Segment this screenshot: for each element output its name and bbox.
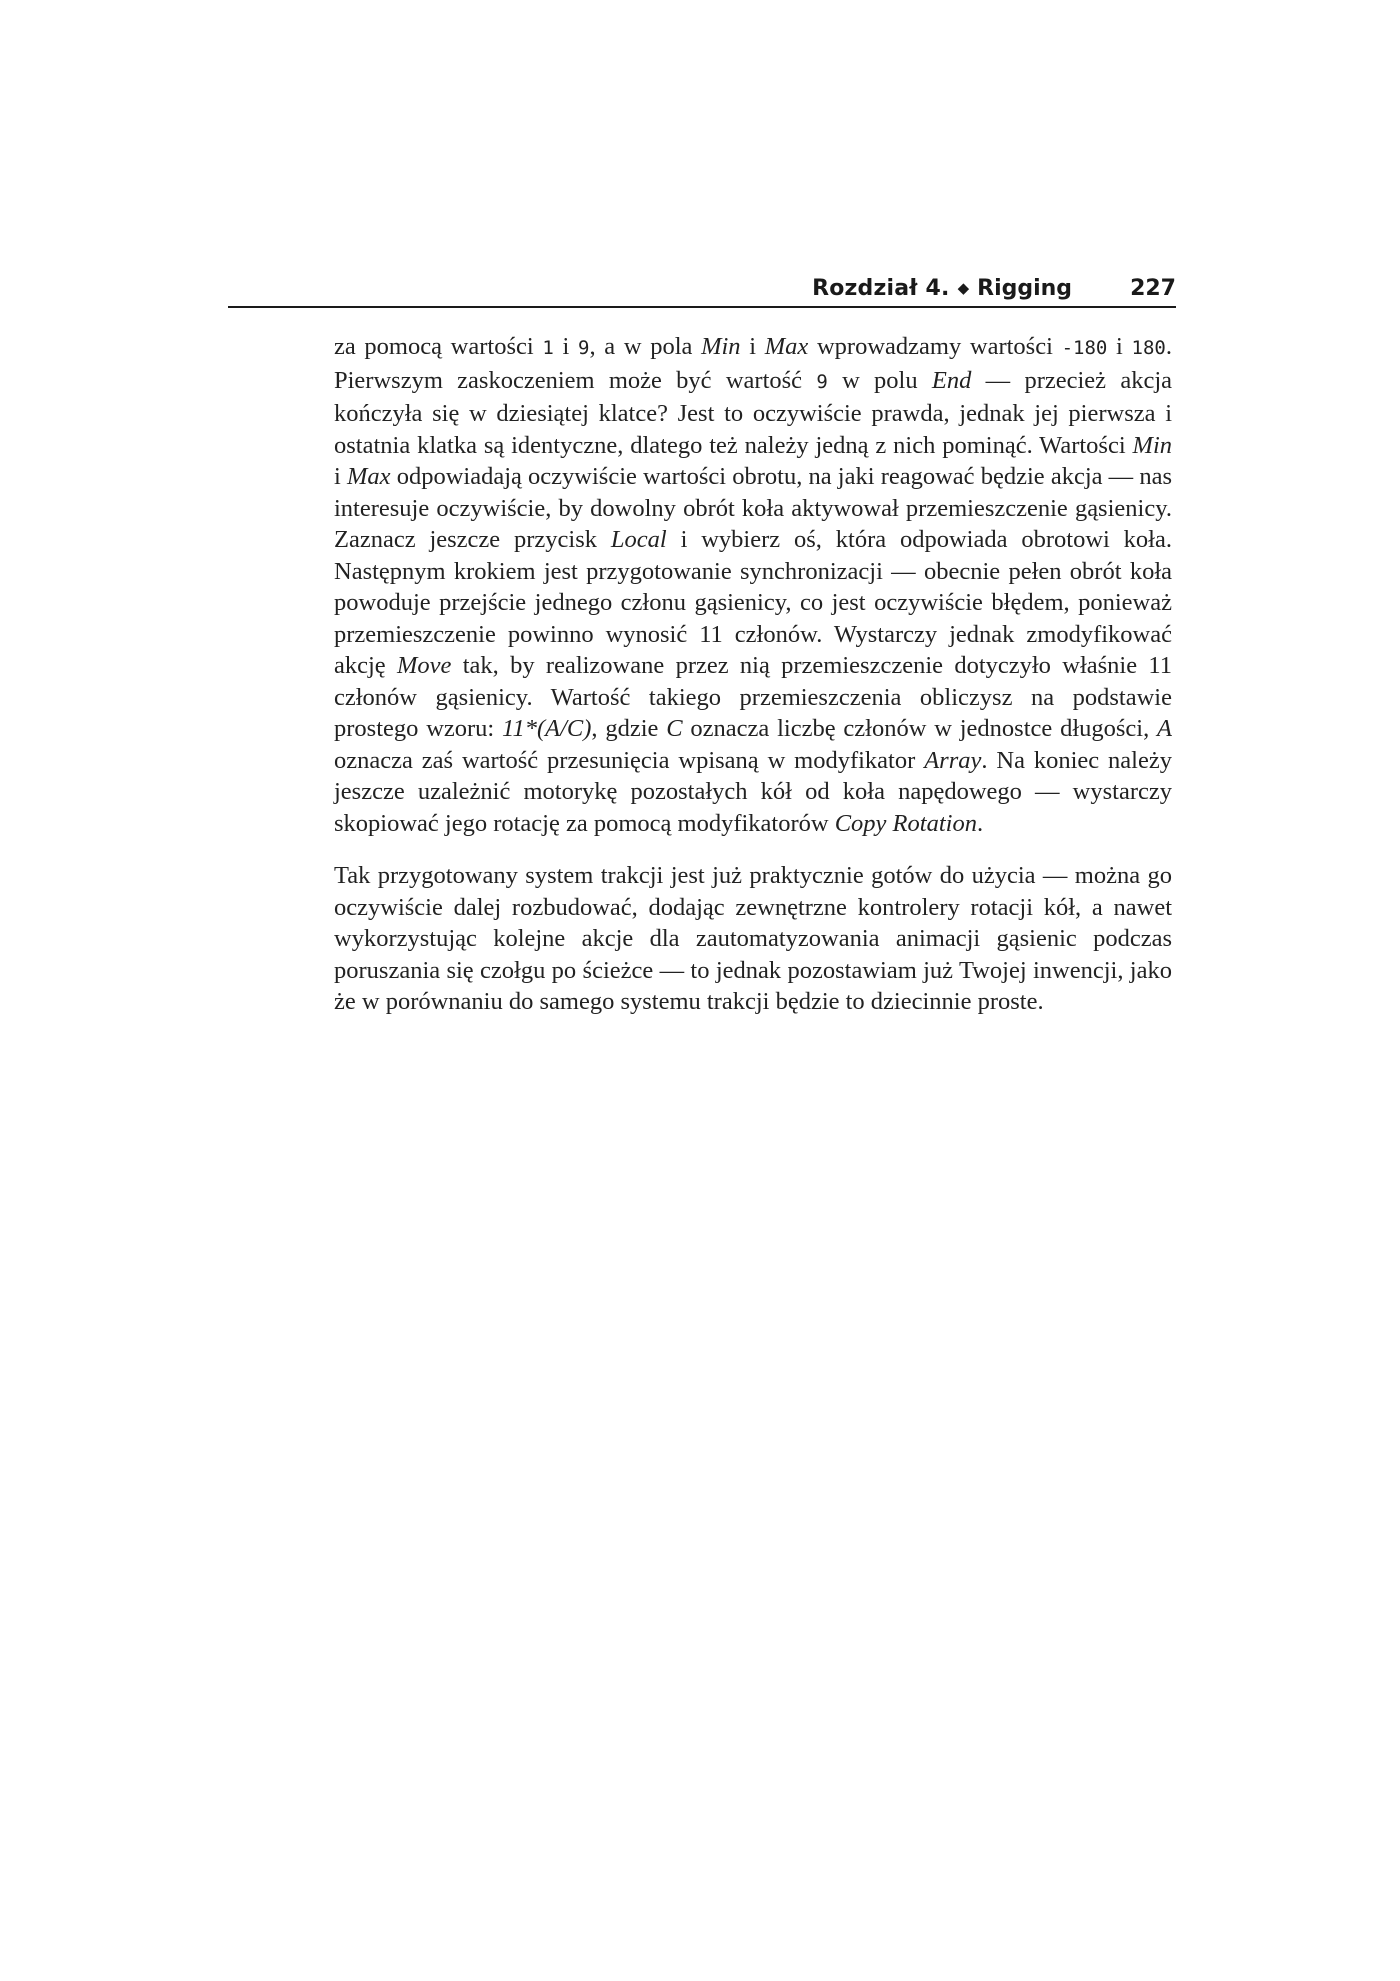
body-text <box>334 331 1172 1018</box>
chapter-title: Rigging <box>977 276 1073 301</box>
text-run: za pomocą wartości <box>334 333 543 360</box>
header-rule <box>228 306 1176 308</box>
italic-term: Max <box>346 463 391 490</box>
text-run: w polu <box>827 366 932 394</box>
text-run: oznacza liczbę członów w jednostce długości, <box>682 715 1158 742</box>
italic-formula: 11*(A/C) <box>502 715 592 742</box>
italic-term: Min <box>1132 431 1172 459</box>
text-run: i <box>1107 333 1132 360</box>
page-number: 227 <box>1130 276 1176 301</box>
chapter-label: Rozdział 4. <box>812 276 950 301</box>
italic-term: Array <box>924 746 982 774</box>
italic-term: Move <box>397 652 452 679</box>
text-run: , gdzie <box>591 715 667 742</box>
text-run: wprowadzamy wartości <box>808 333 1062 360</box>
italic-term: Min <box>701 333 741 360</box>
text-run: . Pierwszym zaskoczeniem może być wartość <box>334 333 1172 394</box>
paragraph-1 <box>334 331 1172 839</box>
text-run: i <box>740 333 765 360</box>
text-run: — przecież akcja kończyła się w dziesiątej klatce? Jest to oczywiście prawda, jednak jej pierwsza i ostatnia klatka są identyczne, dlatego też należy jedną z nich pominąć. Wartości <box>334 366 1173 459</box>
italic-term: End <box>931 366 972 394</box>
text-run: , a w pola <box>589 333 702 360</box>
text-run: oznacza zaś wartość przesunięcia wpisaną w modyfikator <box>334 746 925 774</box>
text-run: odpowiadają oczywiście wartości obrotu, na jaki reagować będzie akcja — nas interesuje oczywiście, by dowolny obrót koła aktywował przemieszczenie gąsienicy. Zaznacz jeszcze przycisk <box>334 463 1172 553</box>
text-run: tak, by realizowane przez nią przemieszczenie dotyczyło właśnie 11 członów gąsienicy. Wartość takiego przemieszczenia obliczysz na podstawie prostego wzoru: <box>334 652 1172 742</box>
text-run: i wybierz oś, która odpowiada obrotowi koła. Następnym krokiem jest przygotowanie synchronizacji — obecnie pełen obrót koła powoduje przejście jednego członu gąsienicy, co jest oczywiście błędem, ponieważ przemieszczenie powinno wynosić 11 członów. Wystarczy jednak zmodyfikować akcję <box>334 526 1172 679</box>
running-header <box>228 276 1176 306</box>
code-value: 1 <box>542 337 554 359</box>
text-run: i <box>334 463 347 490</box>
code-value: -180 <box>1061 337 1108 359</box>
diamond-icon: ◆ <box>957 279 970 297</box>
text-run: . <box>976 809 984 837</box>
italic-term: Copy Rotation <box>834 809 977 837</box>
italic-term: Local <box>610 526 667 553</box>
paragraph-2: Tak przygotowany system trakcji jest już praktycznie gotów do użycia — można go oczywiście dalej rozbudować, dodając zewnętrzne kontrolery rotacji kół, a nawet wykorzystując kolejne akcje dla zautomatyzowania animacji gąsienic podczas poruszania się czołgu po ścieżce — to jednak pozostawiam już Twojej inwencji, jako że w porównaniu do samego systemu trakcji będzie to dziecinnie proste. <box>334 862 1172 1015</box>
text-run: . Na koniec należy jeszcze uzależnić motorykę pozostałych kół od koła napędowego — wystarczy skopiować jego rotację za pomocą modyfikatorów <box>334 746 1172 837</box>
text-run: i <box>553 333 579 360</box>
italic-term: A <box>1157 715 1172 742</box>
code-value: 9 <box>578 337 590 359</box>
italic-term: Max <box>764 333 809 360</box>
italic-term: C <box>666 715 683 742</box>
code-value: 9 <box>816 370 828 393</box>
code-value: 180 <box>1131 337 1166 359</box>
